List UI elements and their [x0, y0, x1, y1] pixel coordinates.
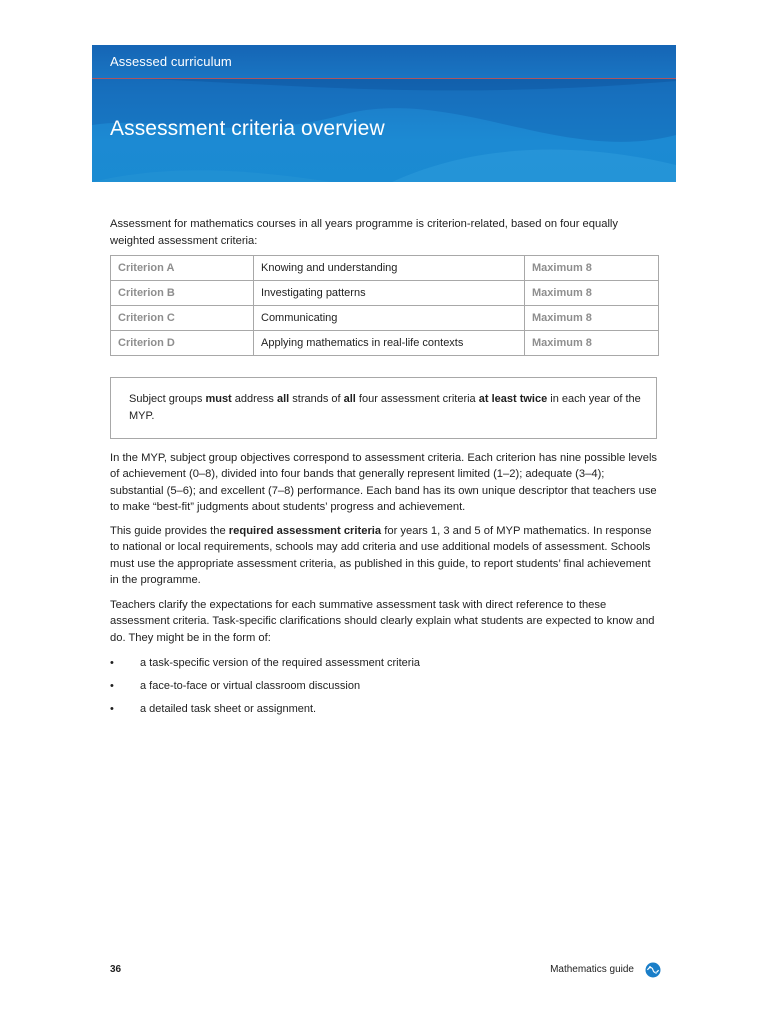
table-row: [111, 281, 659, 306]
table-row: [111, 256, 659, 281]
criterion-maximum: Maximum 8: [525, 256, 659, 281]
paragraph-emphasis: required assessment criteria: [228, 525, 382, 537]
list-item-text: a task-specific version of the required assessment criteria: [140, 657, 421, 669]
note-text-part: Subject groups: [129, 393, 206, 405]
criterion-name: Criterion B: [111, 281, 254, 306]
note-text-part: address: [231, 393, 277, 405]
list-item: [110, 678, 660, 701]
criterion-maximum: Maximum 8: [525, 306, 659, 331]
guide-name: Mathematics guide: [550, 964, 634, 975]
note-text-part: four assessment criteria: [355, 393, 479, 405]
paragraph-text-part: for years 1, 3 and 5 of MYP mathematics. In response to national or local requirements, schools may add criteria and use additional models of assessment. Schools must use the appropriate assessment criteria, as published in this guide, to report students’ final achievement in the programme.: [110, 525, 652, 587]
note-text-part: in each year of the MYP.: [129, 393, 641, 422]
criterion-maximum: Maximum 8: [525, 331, 659, 356]
table-row: [111, 306, 659, 331]
note-emphasis: at least twice: [478, 393, 548, 405]
list-item-text: a face-to-face or virtual classroom discussion: [140, 680, 361, 692]
section-label: Assessed curriculum: [110, 54, 232, 69]
list-item: [110, 701, 660, 724]
bullet-marker: •: [110, 703, 114, 715]
achievement-levels-paragraph: In the MYP, subject group objectives correspond to assessment criteria. Each criterion has nine possible levels of achievement (0–8), divided into four bands that generally represent limited (1–2); adequate (3–4); substantial (5–6); and excellent (7–8) performance. Each band has its own unique descriptor that teachers use to make “best-fit” judgments about students’ progress and achievement.: [110, 452, 658, 514]
note-emphasis: all: [343, 393, 356, 405]
list-item: [110, 655, 660, 678]
criterion-name: Criterion D: [111, 331, 254, 356]
criterion-description: Knowing and understanding: [254, 256, 525, 281]
requirement-note-box: [110, 377, 657, 439]
clarification-paragraph: Teachers clarify the expectations for each summative assessment task with direct reference to these assessment criteria. Task-specific clarifications should clearly explain what students are expected to know and do. They might be in the form of:: [110, 599, 655, 644]
bullet-marker: •: [110, 657, 114, 669]
note-emphasis: must: [205, 393, 232, 405]
criterion-description: Investigating patterns: [254, 281, 525, 306]
criterion-name: Criterion C: [111, 306, 254, 331]
header-divider: [92, 78, 676, 79]
clarification-list: [110, 655, 660, 724]
criterion-description: Communicating: [254, 306, 525, 331]
criterion-description: Applying mathematics in real-life contexts: [254, 331, 525, 356]
criterion-maximum: Maximum 8: [525, 281, 659, 306]
page-title: Assessment criteria overview: [110, 117, 385, 140]
note-text-part: strands of: [289, 393, 344, 405]
paragraph-text-part: This guide provides the: [110, 525, 229, 537]
note-emphasis: all: [276, 393, 290, 405]
ib-logo-icon: [645, 962, 661, 978]
requirement-note-text: [129, 391, 649, 424]
header-banner: [92, 45, 676, 182]
guide-criteria-paragraph: [110, 523, 660, 589]
list-item-text: a detailed task sheet or assignment.: [140, 703, 317, 715]
bullet-marker: •: [110, 680, 114, 692]
criterion-name: Criterion A: [111, 256, 254, 281]
page-number: 36: [110, 964, 122, 975]
intro-paragraph: Assessment for mathematics courses in all years programme is criterion-related, based on four equally weighted assessment criteria:: [110, 218, 619, 247]
table-row: [111, 331, 659, 356]
criteria-table: [110, 255, 659, 356]
